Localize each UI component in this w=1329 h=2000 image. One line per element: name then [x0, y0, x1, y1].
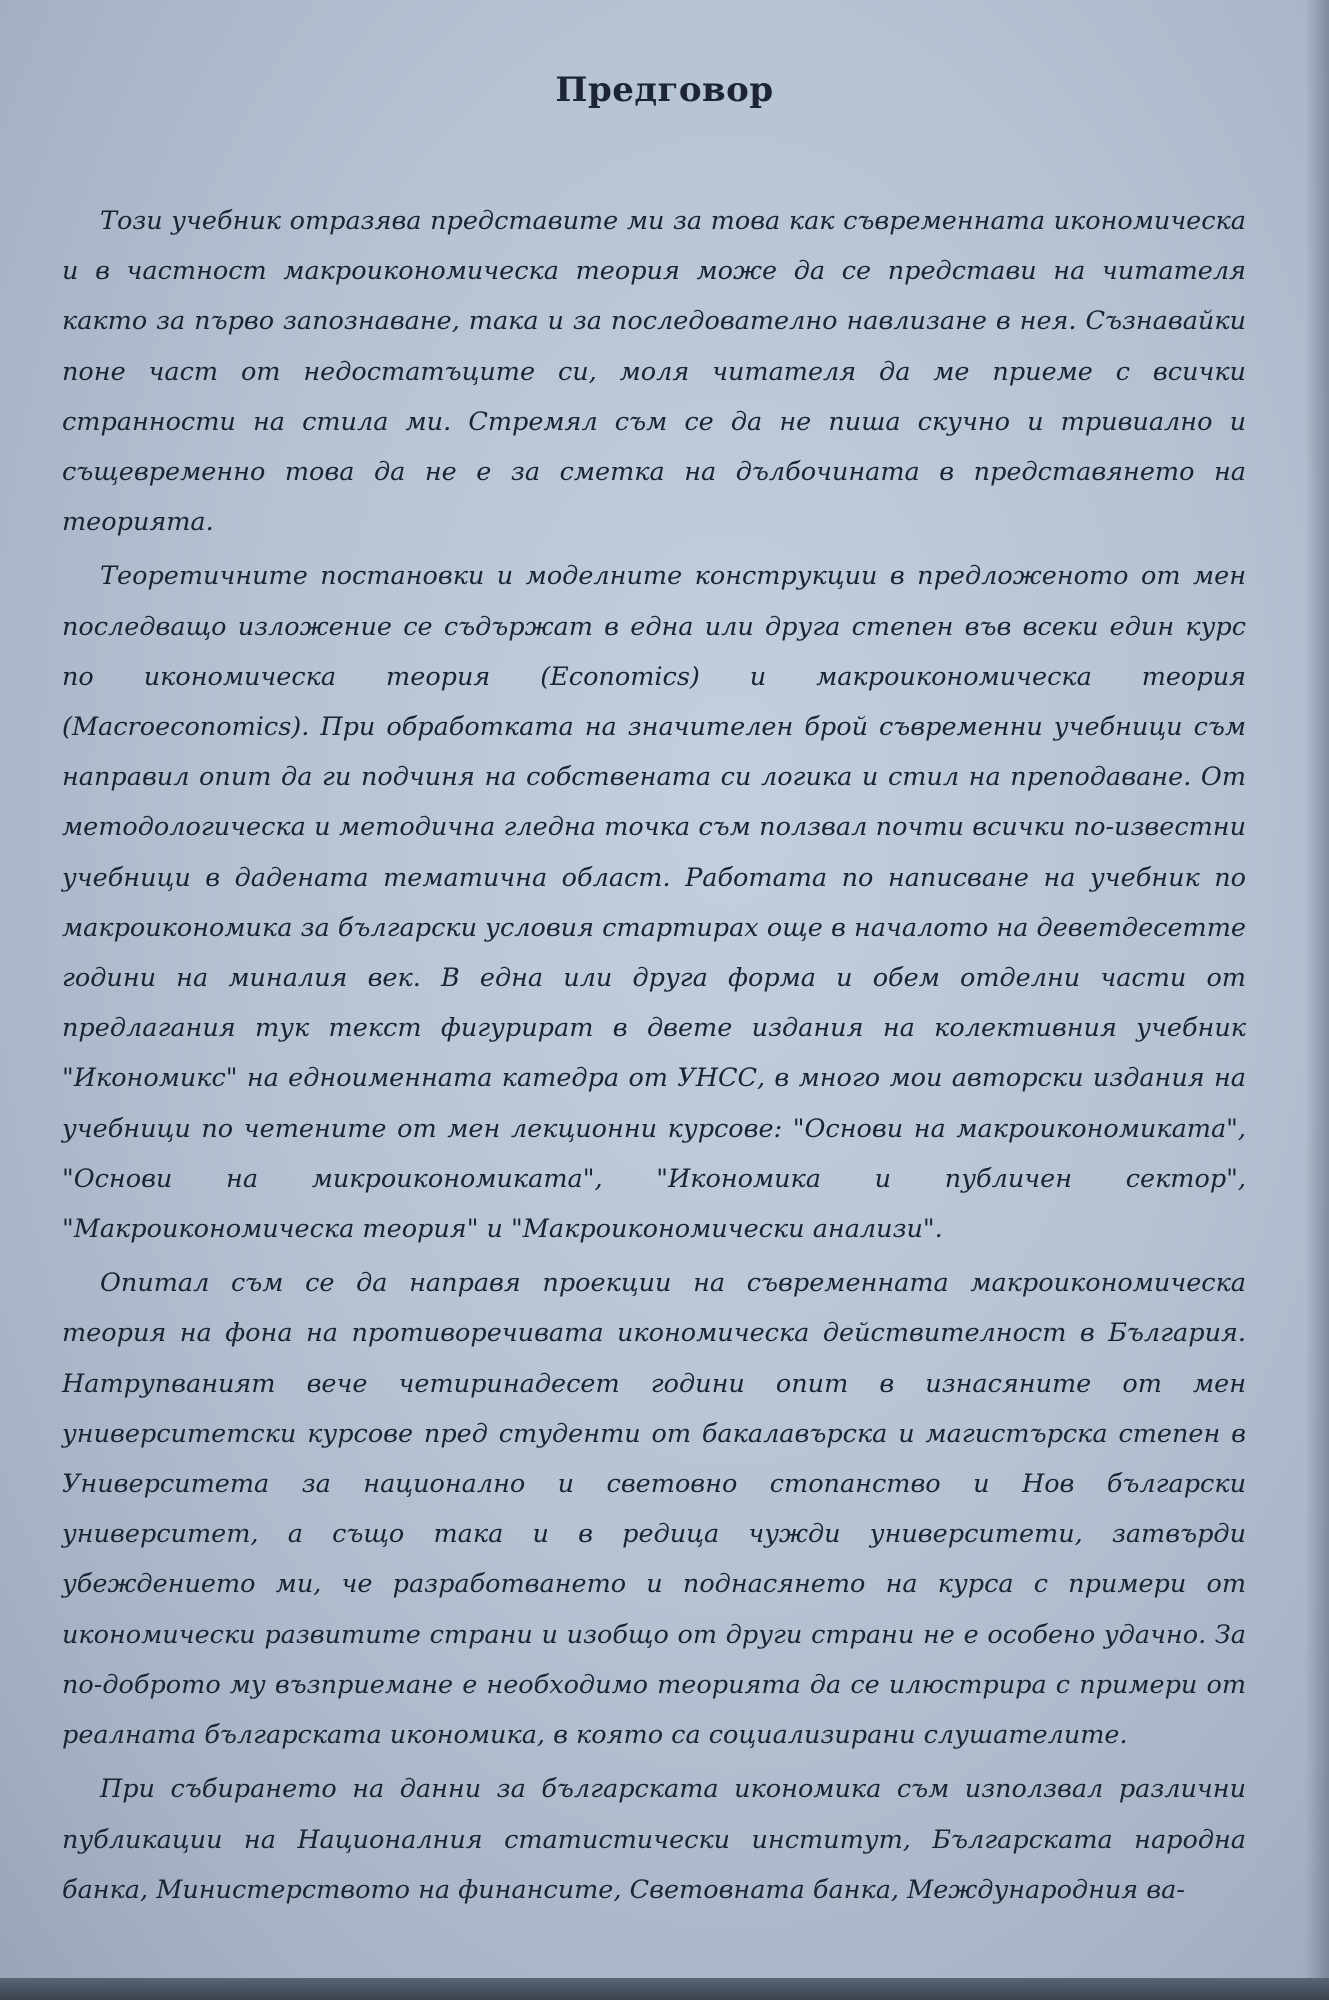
paragraph-2: Теоретичните постановки и моделните конструкции в предложеното от мен последващо изложение се съдържат в една или друга степен във всеки един курс по икономическа теория (Economics) и макроикономическа теория (Macroeconomics). При обработката на значителен брой съвременни учебници съм направил опит да ги подчиня на собствената си логика и стил на преподаване. От методологическа и методична гледна точка съм ползвал почти всички по-известни учебници в дадената тематична област. Работата по написване на учебник по макроикономика за български условия стартирах още в началото на деветдесетте години на миналия век. В една или друга форма и обем отделни части от предлагания тук текст фигурират в двете издания на колективния учебник "Икономикс" на едноименната катедра от УНСС, в много мои авторски издания на учебници по четените от мен лекционни курсове: "Основи на макроикономиката", "Основи на микроикономиката", "Икономика и публичен сектор", "Макроикономическа теория" и "Макроикономически анализи".: [62, 561, 1246, 1245]
page-edge-shadow: [1305, 0, 1329, 2000]
body-text: [62, 196, 1246, 1919]
paragraph-1: Този учебник отразява представите ми за това как съвременната икономическа и в частност макроикономическа теория може да се представи на читателя както за първо запознаване, така и за последователно навлизане в нея. Съзнавайки поне част от недостатъците си, моля читателя да ме приеме с всички странности на стила ми. Стремял съм се да не пиша скучно и тривиално и същевременно това да не е за сметка на дълбочината в представянето на теорията.: [62, 206, 1246, 538]
page-title: Предговор: [555, 70, 774, 110]
paragraph-4: При събирането на данни за българската икономика съм използвал различни публикации на Националния статистически институт, Българската народна банка, Министерството на финансите, Световната банка, Международния ва-: [62, 1774, 1246, 1905]
page-bottom-edge: [0, 1978, 1329, 2000]
paragraph-3: Опитал съм се да направя проекции на съвременната макроикономическа теория на фона на противоречивата икономическа действителност в България. Натрупваният вече четиринадесет години опит в изнасяните от мен университетски курсове пред студенти от бакалавърска и магистърска степен в Университета за национално и световно стопанство и Нов български университет, а също така и в редица чужди университети, затвърди убеждението ми, че разработването и поднасянето на курса с примери от икономически развитите страни и изобщо от други страни не е особено удачно. За по-доброто му възприемане е необходимо теорията да се илюстрира с примери от реалната българската икономика, в която са социализирани слушателите.: [62, 1268, 1246, 1751]
